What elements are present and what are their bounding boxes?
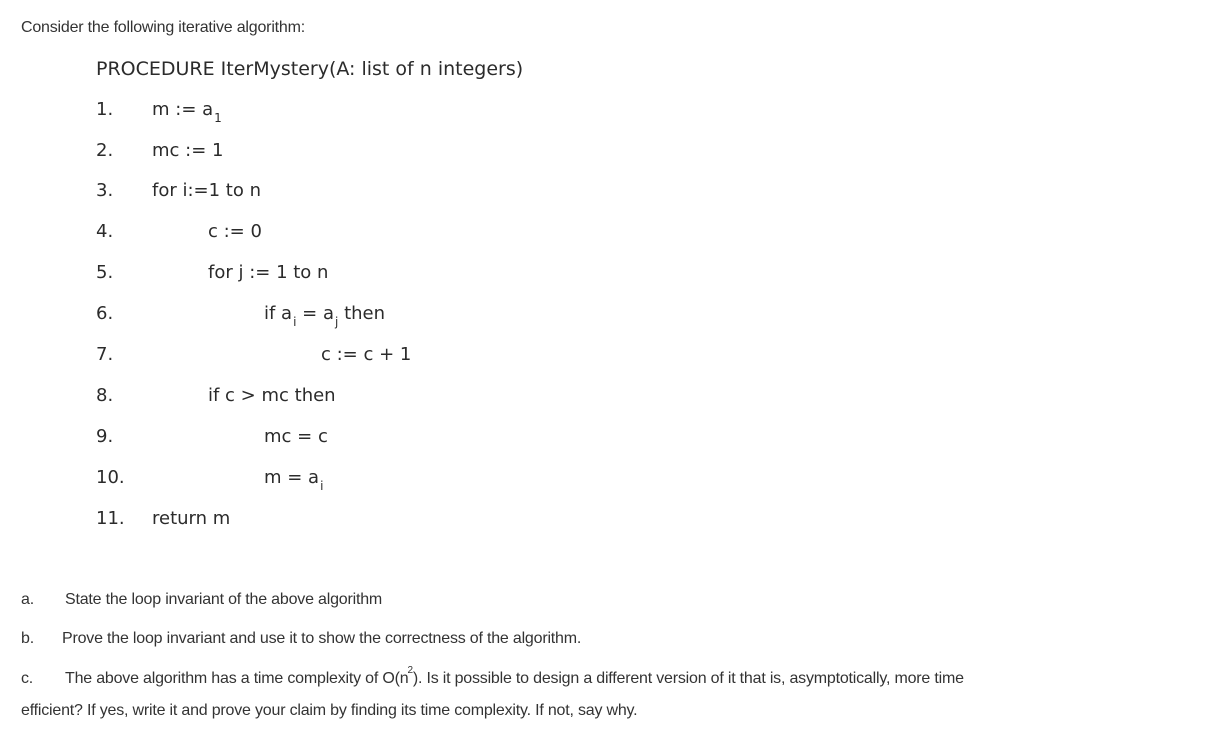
code-line: c := c + 1 [321,344,412,365]
question-label: b. [21,630,34,647]
code-line: if $a_i = a_j$ then [264,303,386,329]
line-number: 5. [96,262,114,283]
line-number: 7. [96,344,114,365]
code-line: mc = c [264,426,328,447]
intro-text: Consider the following iterative algorithm: [21,19,305,36]
code-line: for i:=1 to n [152,180,261,201]
line-number: 11. [96,508,125,529]
line-number: 1. [96,99,114,120]
question-text: The above algorithm has a time complexity of $O(n^2)$. Is it possible to design a different version of it that is, asymptotically, more time [65,665,964,687]
code-line: c := 0 [208,221,262,242]
question-c-continued: efficient? If yes, write it and prove your claim by finding its time complexity. If not, say why. [21,702,638,719]
question-label: c. [21,670,34,687]
code-line: if c > mc then [208,385,336,406]
code-line: $m = a_i$ [264,467,324,493]
line-number: 6. [96,303,114,324]
code-line: for j := 1 to n [208,262,329,283]
line-number: 10. [96,467,125,488]
code-line: m := $a_1$ [152,99,222,125]
line-number: 9. [96,426,114,447]
question-text: Prove the loop invariant and use it to show the correctness of the algorithm. [62,630,582,647]
line-number: 3. [96,180,114,201]
line-number: 4. [96,221,114,242]
question-label: a. [21,591,34,608]
code-line: return m [152,508,231,529]
line-number: 2. [96,140,114,161]
line-number: 8. [96,385,114,406]
code-line: mc := 1 [152,140,224,161]
question-text: State the loop invariant of the above algorithm [65,591,383,608]
procedure-header: PROCEDURE IterMystery(A: list of n integers) [96,58,524,80]
